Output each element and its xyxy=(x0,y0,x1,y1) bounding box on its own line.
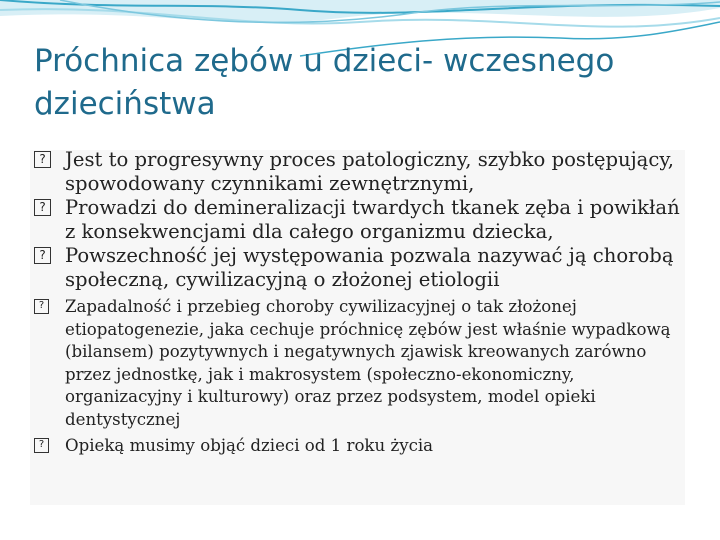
missing-glyph-box-icon: ? xyxy=(34,438,49,453)
bullet-item xyxy=(34,196,694,244)
bullet-text: Zapadalność i przebieg choroby cywilizacyjnej o tak złożonej etiopatogenezie, jaka cechuje próchnicę zębów jest właśnie wypadkową (bilansem) pozytywnych i negatywnych zjawisk kreowanych zarówno przez jednostkę, jak i makrosystem (społeczno-ekonomiczny, organizacyjny i kulturowy) oraz przez podsystem, model opieki dentystycznej xyxy=(65,297,671,429)
bullet-item xyxy=(34,296,694,431)
bullet-item xyxy=(34,148,694,196)
bullet-text: Jest to progresywny proces patologiczny, szybko postępujący, spowodowany czynnikami zewnętrznymi, xyxy=(65,148,675,195)
missing-glyph-box-icon: ? xyxy=(34,199,51,216)
bullet-item xyxy=(34,244,694,292)
slide-title: Próchnica zębów u dzieci- wczesnego dzieciństwa xyxy=(34,43,615,122)
missing-glyph-box-icon: ? xyxy=(34,151,51,168)
bullet-list xyxy=(34,148,694,458)
missing-glyph-box-icon: ? xyxy=(34,299,49,314)
missing-glyph-box-icon: ? xyxy=(34,247,51,264)
bullet-text: Opieką musimy objąć dzieci od 1 roku życia xyxy=(65,436,434,455)
bullet-item xyxy=(34,435,694,458)
bullet-text: Prowadzi do demineralizacji twardych tkanek zęba i powikłań z konsekwencjami dla całego organizmu dziecka, xyxy=(65,196,680,243)
bullet-text: Powszechność jej występowania pozwala nazywać ją chorobą społeczną, cywilizacyjną o złożonej etiologii xyxy=(65,244,674,291)
